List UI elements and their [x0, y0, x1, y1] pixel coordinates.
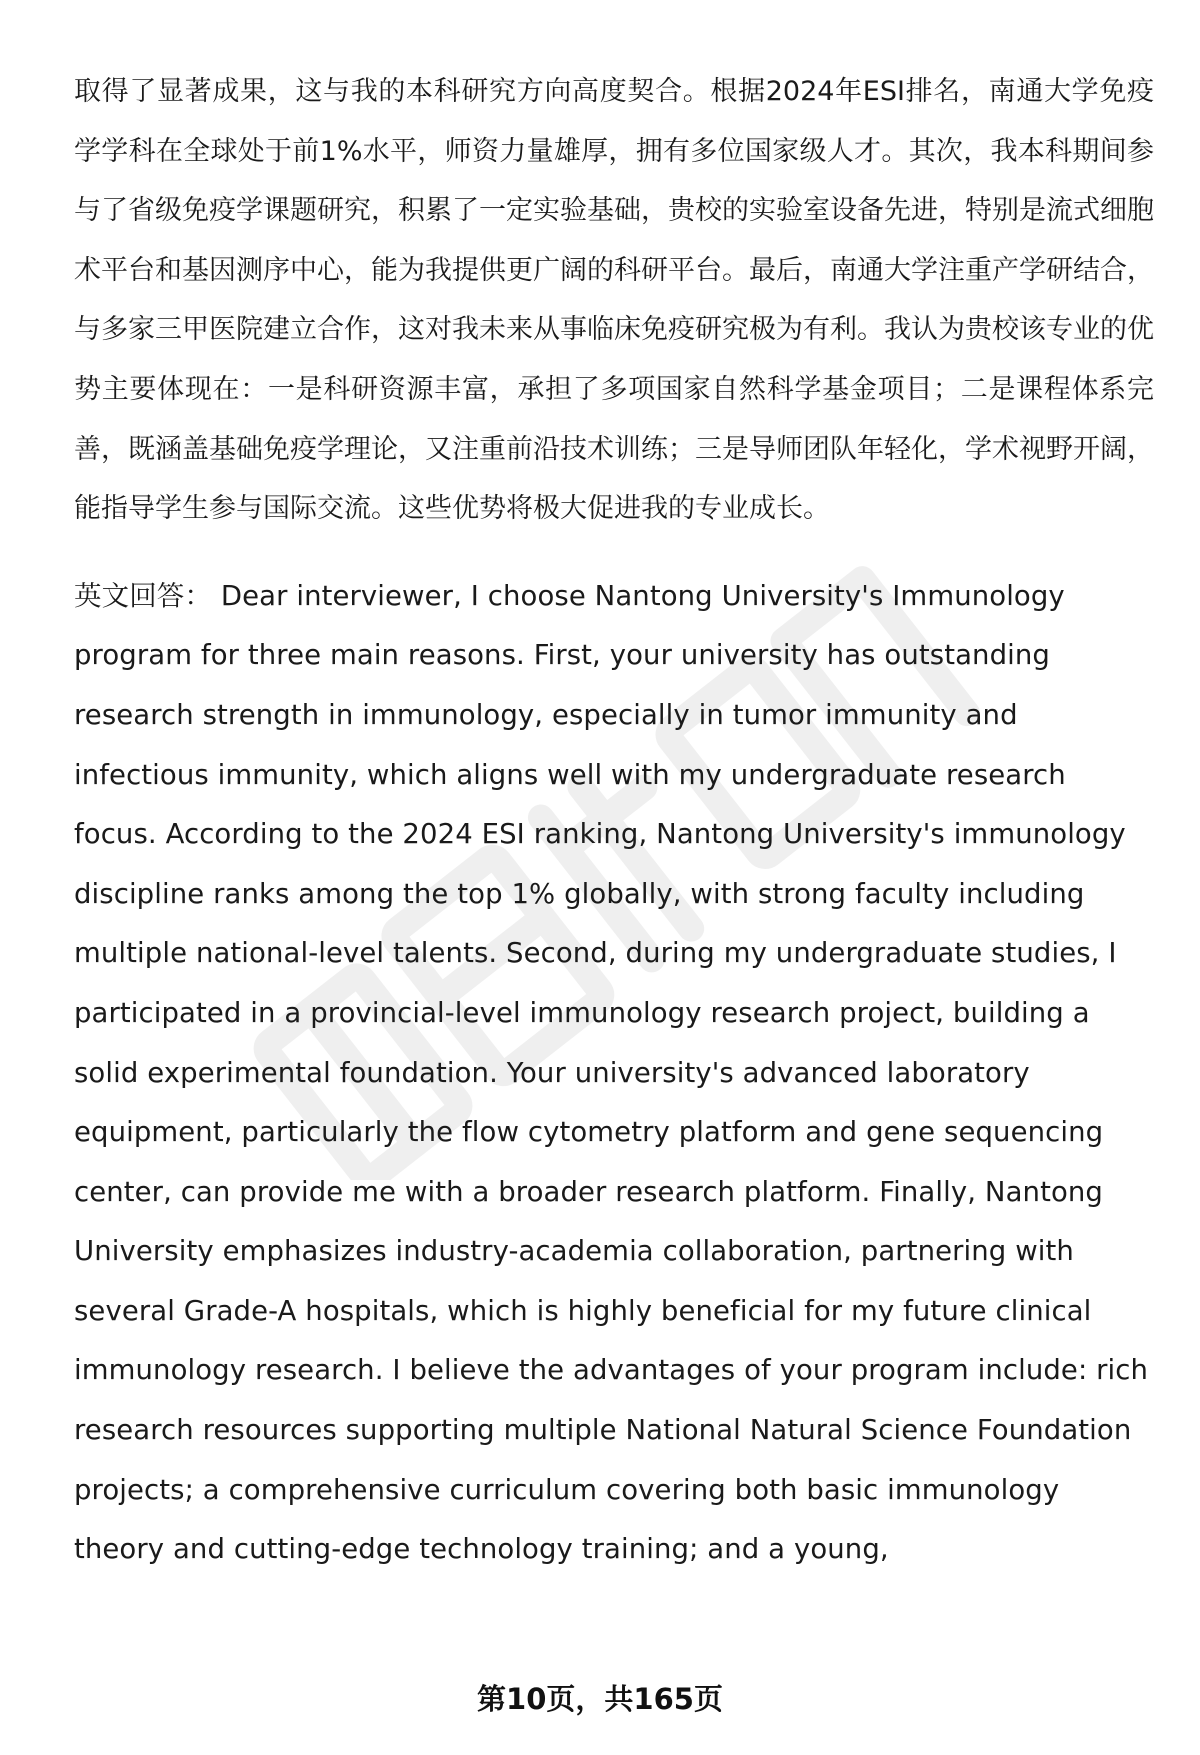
paragraph-chinese: 取得了显著成果，这与我的本科研究方向高度契合。根据2024年ESI排名，南通大学免疫学学科在全球处于前1%水平，师资力量雄厚，拥有多位国家级人才。其次，我本科期间参与了省级免疫学课题研究，积累了一定实验基础，贵校的实验室设备先进，特别是流式细胞术平台和基因测序中心，能为我提供更广阔的科研平台。最后，南通大学注重产学研结合，与多家三甲医院建立合作，这对我未来从事临床免疫研究极为有利。我认为贵校该专业的优势主要体现在：一是科研资源丰富，承担了多项国家自然科学基金项目；二是课程体系完善，既涵盖基础免疫学理论，又注重前沿技术训练；三是导师团队年轻化，学术视野开阔，能指导学生参与国际交流。这些优势将极大促进我的专业成长。 — [74, 76, 1154, 525]
paragraph-english-answer — [74, 567, 1154, 1580]
document-body — [74, 62, 1154, 1580]
page-number-footer: 第10页，共165页 — [477, 1682, 723, 1716]
english-answer-label: 英文回答： — [74, 579, 212, 612]
english-answer-text: Dear interviewer, I choose Nantong University's Immunology program for three main reasons. First, your university has outstanding research strength in immunology, especially in tumor immunity and infectious immunity, which aligns well with my undergraduate research focus. According to the 2024 ESI ranking, Nantong University's immunology discipline ranks among the top 1% globally, with strong faculty including multiple national-level talents. Second, during my undergraduate studies, I participated in a provincial-level immunology research project, building a solid experimental foundation. Your university's advanced laboratory equipment, particularly the flow cytometry platform and gene sequencing center, can provide me with a broader research platform. Finally, Nantong University emphasizes industry-academia collaboration, partnering with several Grade-A hospitals, which is highly beneficial for my future clinical immunology research. I believe the advantages of your program include: rich research resources supporting multiple National Natural Science Foundation projects; a comprehensive curriculum covering both basic immunology theory and cutting-edge technology training; and a young, — [74, 579, 1149, 1566]
